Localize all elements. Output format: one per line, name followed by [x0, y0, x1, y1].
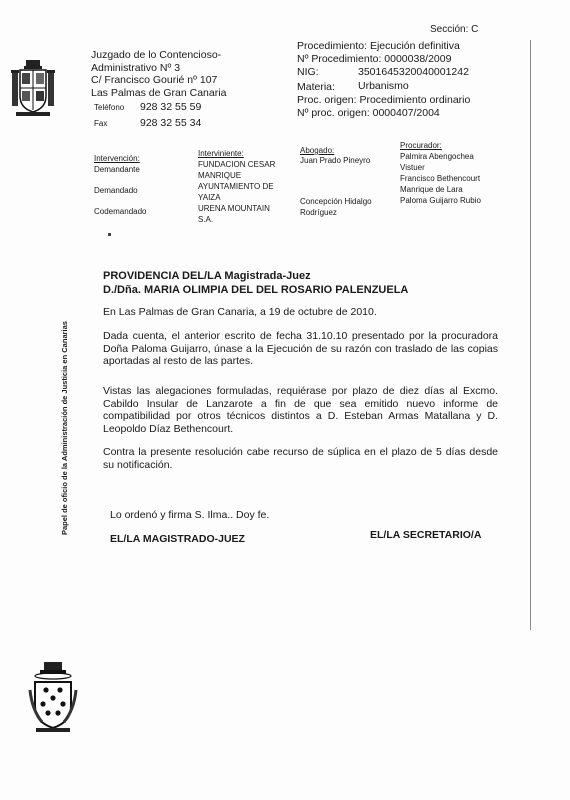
fax-label: Fax: [94, 119, 108, 128]
margin-legend: Papel de oficio de la Administración de Justicia en Canarias: [60, 321, 69, 535]
fax-number: 928 32 55 34: [140, 117, 202, 129]
header-intervencion: Intervención:: [94, 154, 140, 163]
header-abogado: Abogado:: [300, 146, 335, 155]
court-line: Juzgado de lo Contencioso-: [91, 49, 222, 61]
judge-signature-label: EL/LA MAGISTRADO-JUEZ: [110, 533, 245, 545]
page-edge-line: [530, 40, 531, 630]
procurador-column: [400, 140, 481, 206]
matter-label: Materia:: [297, 81, 335, 93]
interviniente-column: [198, 148, 275, 225]
interviniente-line: URENA MOUNTAIN: [198, 204, 270, 213]
header-procurador: Procurador:: [400, 141, 442, 150]
lawyer-name: Juan Prado Pineyro: [300, 156, 371, 165]
procurador-line: Manrique de Lara: [400, 185, 463, 194]
procurador-line: Francisco Bethencourt: [400, 174, 481, 183]
phone-number: 928 32 55 59: [140, 101, 202, 113]
lawyer-name: Rodríguez: [300, 208, 337, 217]
ink-mark: [108, 233, 111, 236]
interviniente-line: FUNDACION CESAR: [198, 160, 276, 169]
lawyer-name: Concepción Hidalgo: [300, 197, 372, 206]
nig-label: NIG:: [297, 66, 319, 78]
canarias-coat-of-arms-emblem: [28, 660, 78, 734]
paragraph-1: Dada cuenta, el anterior escrito de fecha 31.10.10 presentado por la procuradora Doña Paloma Guijarro, únase a la Ejecución de su razón con traslado de las copias aportadas al resto de las partes.: [103, 330, 498, 367]
paragraph-3: Contra la presente resolución cabe recurso de súplica en el plazo de 5 días desde su notificación.: [103, 446, 498, 471]
secretary-signature-label: EL/LA SECRETARIO/A: [370, 529, 482, 541]
date-line: En Las Palmas de Gran Canaria, a 19 de octubre de 2010.: [103, 306, 377, 318]
interviniente-line: S.A.: [198, 215, 214, 224]
role-demandante: Demandante: [94, 165, 140, 174]
providencia-title: PROVIDENCIA DEL/LA Magistrada-Juez: [103, 270, 311, 282]
interviniente-line: MANRIQUE: [198, 171, 242, 180]
phone-label: Teléfono: [94, 103, 125, 112]
signature-statement: Lo ordenó y firma S. Ilma.. Doy fe.: [110, 509, 270, 521]
origin-number: Nº proc. origen: 0000407/2004: [297, 107, 440, 119]
paragraph-2: Vistas las alegaciones formuladas, requiérase por plazo de diez días al Excmo. Cabildo Insular de Lanzarote a fin de que sea emitido nuevo informe de compatibilidad por otros técnicos distintos a D. Esteban Armas Matallana y D. Leopoldo Díaz Bethencourt.: [103, 385, 498, 435]
nig-value: 3501645320040001242: [358, 66, 469, 78]
role-codemandado: Codemandado: [94, 207, 147, 216]
matter-value: Urbanismo: [358, 80, 409, 92]
court-line: C/ Francisco Gourié nº 107: [91, 74, 218, 86]
interviniente-line: AYUNTAMIENTO DE: [198, 182, 274, 191]
role-demandado: Demandado: [94, 186, 138, 195]
header-interviniente: Interviniente:: [198, 149, 244, 158]
section-label: Sección: C: [430, 24, 479, 35]
interviniente-line: YAIZA: [198, 193, 221, 202]
origin-procedure: Proc. origen: Procedimiento ordinario: [297, 94, 471, 106]
procedure-number: Nº Procedimiento: 0000038/2009: [297, 53, 452, 65]
procurador-line: Vistuer: [400, 163, 425, 172]
spain-coat-of-arms-emblem: [10, 58, 56, 120]
procedure-type: Procedimiento: Ejecución definitiva: [297, 40, 460, 52]
court-address: [91, 49, 226, 99]
procurador-line: Paloma Guijarro Rubio: [400, 196, 481, 205]
judge-name: D./Dña. MARIA OLIMPIA DEL DEL ROSARIO PALENZUELA: [103, 284, 409, 296]
court-line: Administrativo Nº 3: [91, 61, 181, 74]
procurador-line: Palmira Abengochea: [400, 152, 474, 161]
court-line: Las Palmas de Gran Canaria: [91, 86, 227, 99]
